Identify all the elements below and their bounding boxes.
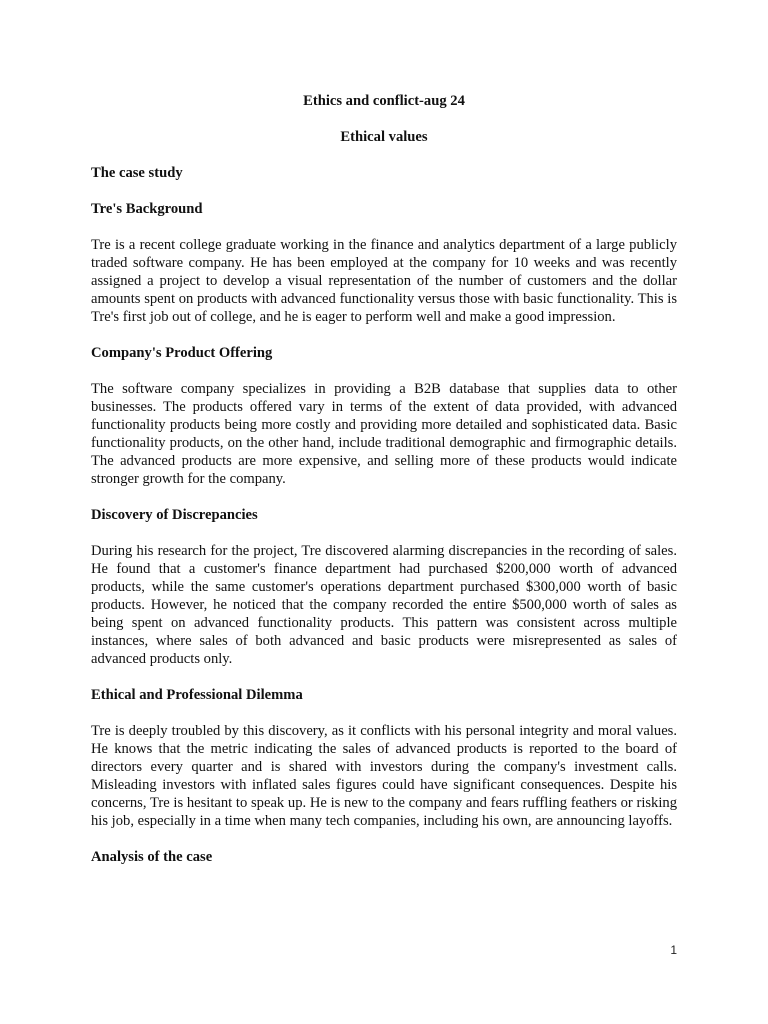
- section-heading-dilemma: Ethical and Professional Dilemma: [91, 687, 303, 703]
- paragraph-discrepancies: During his research for the project, Tre discovered alarming discrepancies in the recording of sales. He found that a customer's finance department had purchased $200,000 worth of advanced products, while the same customer's operations department purchased $300,000 worth of basic products. However, he noticed that the company recorded the entire $500,000 worth of sales as being spent on advanced functionality products. This pattern was consistent across multiple instances, where sales of both advanced and basic products were misrepresented as sales of advanced products only.: [91, 543, 677, 667]
- document-title: Ethics and conflict-aug 24: [303, 93, 465, 109]
- section-heading-discrepancies: Discovery of Discrepancies: [91, 507, 258, 523]
- section-heading-analysis: Analysis of the case: [91, 849, 213, 865]
- document-subtitle: Ethical values: [340, 129, 428, 145]
- section-heading-case-study: The case study: [91, 165, 183, 181]
- page-number: 1: [670, 943, 677, 957]
- page-content: [91, 92, 677, 884]
- paragraph-background: Tre is a recent college graduate working in the finance and analytics department of a large publicly traded software company. He has been employed at the company for 10 weeks and was recently assigned a project to develop a visual representation of the number of customers and the dollar amounts spent on products with advanced functionality versus those with basic functionality. This is Tre's first job out of college, and he is eager to perform well and make a good impression.: [91, 237, 677, 325]
- paragraph-product-offering: The software company specializes in providing a B2B database that supplies data to other businesses. The products offered vary in terms of the extent of data provided, with advanced functionality products being more costly and providing more detailed and sophisticated data. Basic functionality products, on the other hand, include traditional demographic and firmographic details. The advanced products are more expensive, and selling more of these products would indicate stronger growth for the company.: [91, 381, 677, 487]
- section-heading-background: Tre's Background: [91, 201, 203, 217]
- section-heading-product-offering: Company's Product Offering: [91, 345, 273, 361]
- paragraph-dilemma: Tre is deeply troubled by this discovery, as it conflicts with his personal integrity and moral values. He knows that the metric indicating the sales of advanced products is reported to the board of directors every quarter and is shared with investors during the company's investment calls. Misleading investors with inflated sales figures could have significant consequences. Despite his concerns, Tre is hesitant to speak up. He is new to the company and fears ruffling feathers or risking his job, especially in a time when many tech companies, including his own, are announcing layoffs.: [91, 723, 677, 829]
